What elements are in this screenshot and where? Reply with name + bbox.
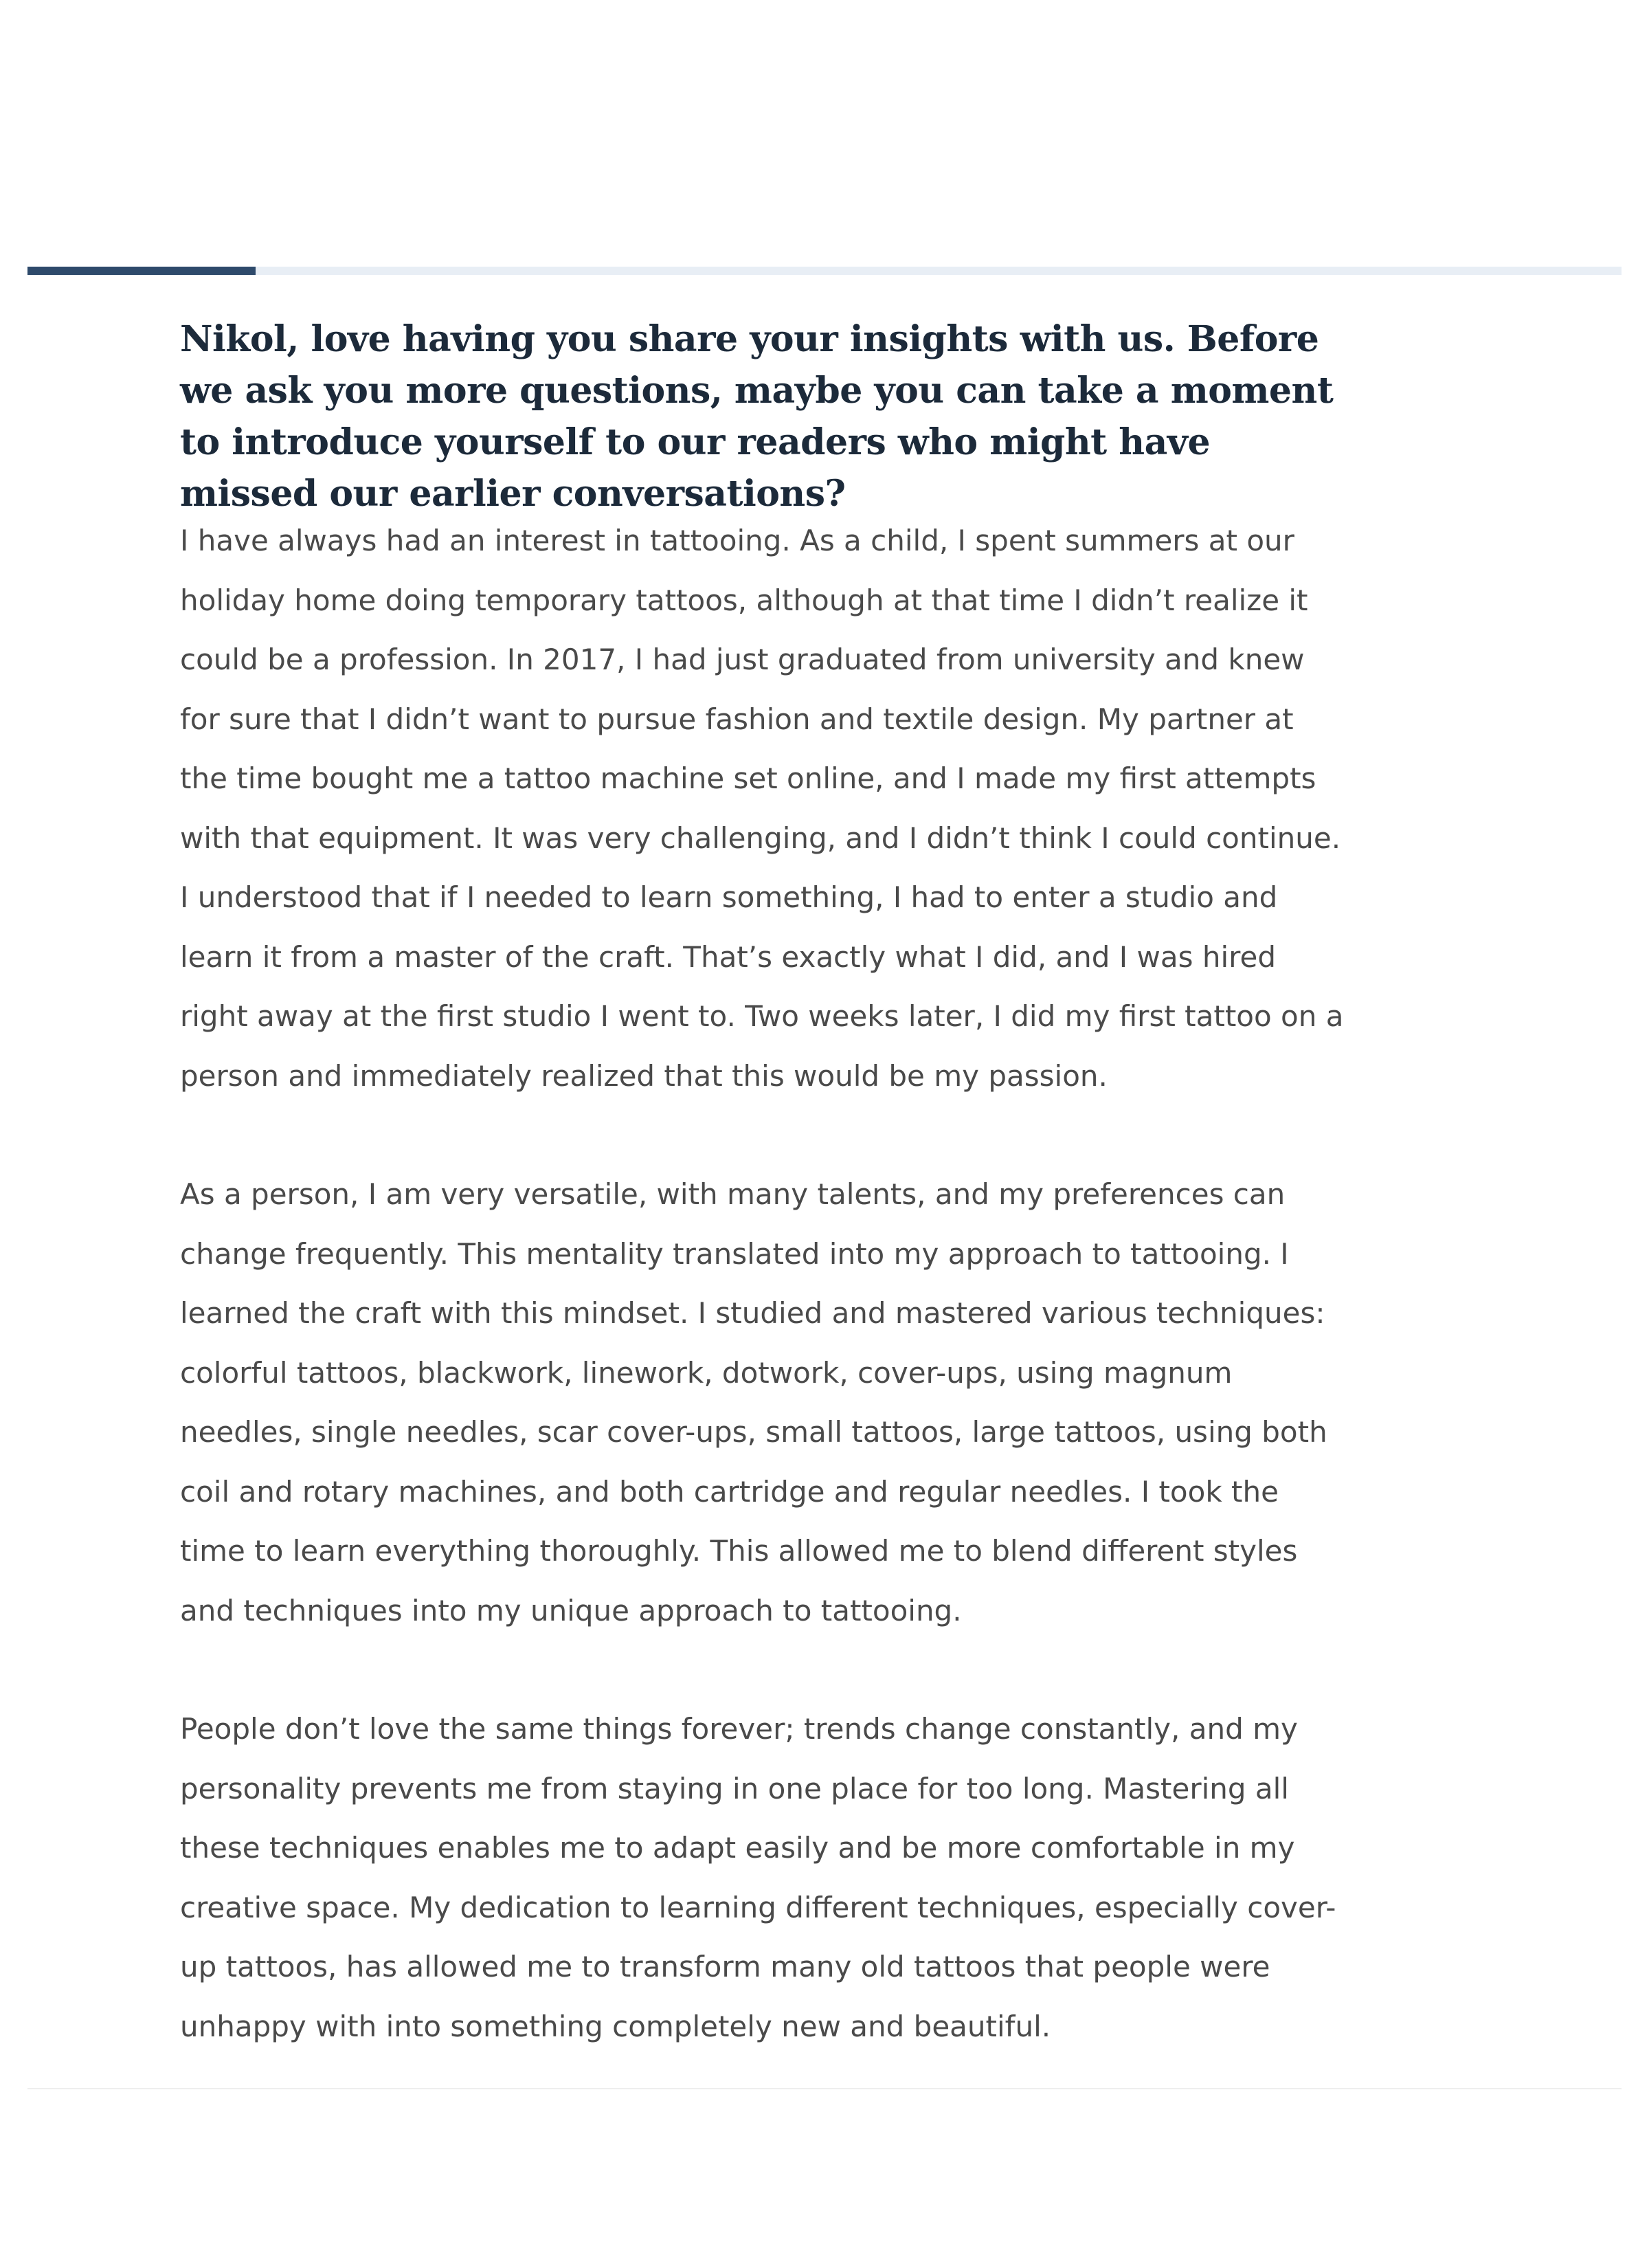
- interview-question: Nikol, love having you share your insights with us. Before we ask you more questions, maybe you can take a moment to introduce yourself to our readers who might have missed our earlier conversations?: [180, 318, 1334, 515]
- answer-paragraph: People don’t love the same things forever; trends change constantly, and my personality prevents me from staying in one place for too long. Mastering all these techniques enables me to adapt easily and be more comfortable in my creative space. My dedication to learning different techniques, especially cover-up tattoos, has allowed me to transform many old tattoos that people were unhappy with into something completely new and beautiful.: [180, 1712, 1336, 2043]
- article-body: [27, 275, 1622, 2089]
- reading-progress-fill: [27, 267, 256, 275]
- reading-progress-bar: [27, 267, 1622, 275]
- answer-paragraph: As a person, I am very versatile, with many talents, and my preferences can change frequently. This mentality translated into my approach to tattooing. I learned the craft with this mindset. I studied and mastered various techniques: colorful tattoos, blackwork, linework, dotwork, cover-ups, using magnum needles, single needles, scar cover-ups, small tattoos, large tattoos, using both coil and rotary machines, and both cartridge and regular needles. I took the time to learn everything thoroughly. This allowed me to blend different styles and techniques into my unique approach to tattooing.: [180, 1177, 1327, 1627]
- answer-paragraph: I have always had an interest in tattooing. As a child, I spent summers at our holiday home doing temporary tattoos, although at that time I didn’t realize it could be a profession. In 2017, I had just graduated from university and knew for sure that I didn’t want to pursue fashion and textile design. My partner at the time bought me a tattoo machine set online, and I made my first attempts with that equipment. It was very challenging, and I didn’t think I could continue. I understood that if I needed to learn something, I had to enter a studio and learn it from a master of the craft. That’s exactly what I did, and I was hired right away at the first studio I went to. Two weeks later, I did my first tattoo on a person and immediately realized that this would be my passion.: [180, 524, 1344, 1093]
- interview-answer: [180, 511, 1348, 2056]
- interview-section: [180, 313, 1348, 2089]
